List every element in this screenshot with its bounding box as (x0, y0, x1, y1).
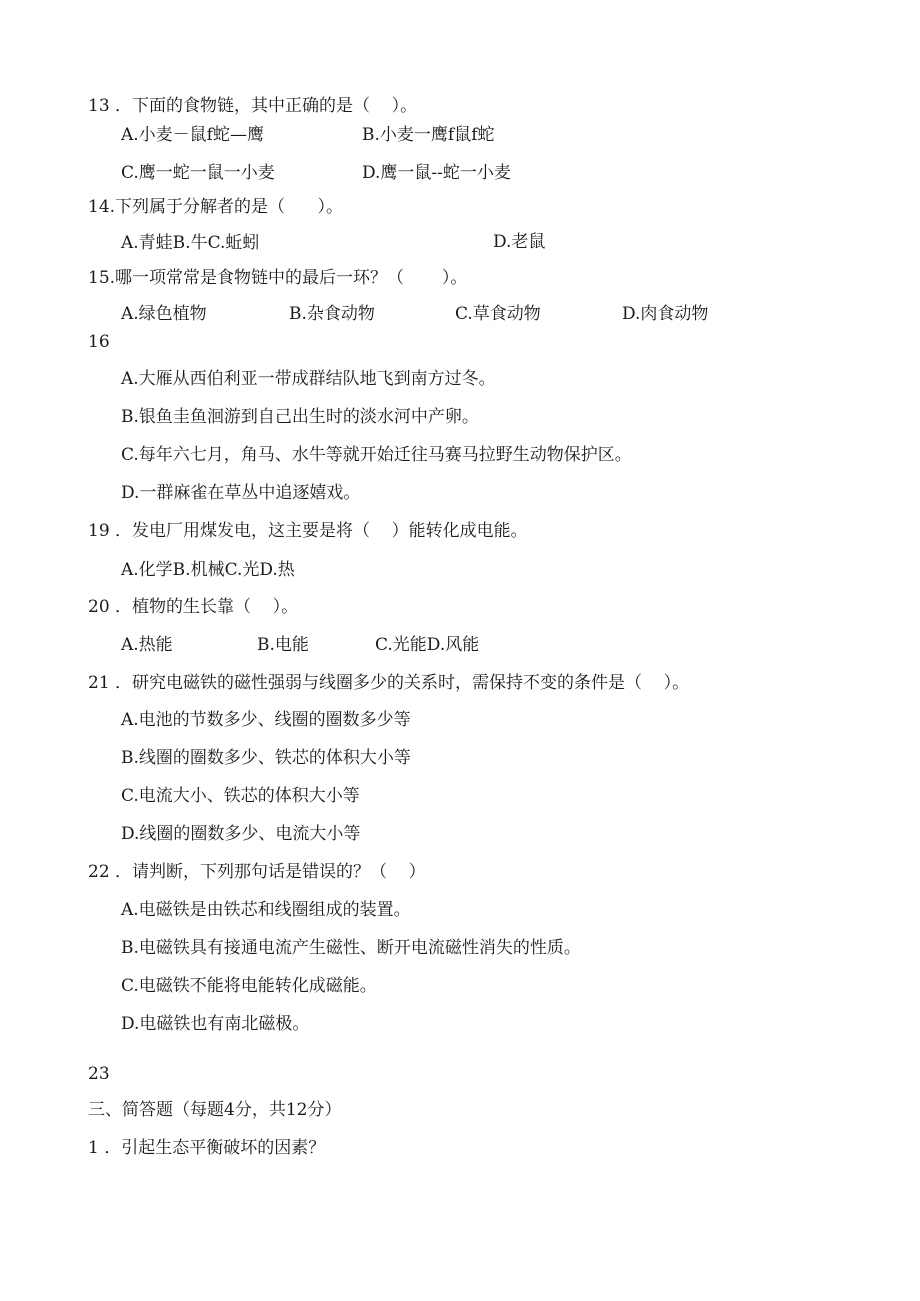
question-21-option-c: C.电流大小、铁芯的体积大小等 (121, 786, 360, 806)
question-13-option-c: C.鹰一蛇一鼠一小麦 (121, 163, 275, 183)
question-16-stem: 16 (88, 332, 110, 352)
question-16-option-b: B.银鱼圭鱼洄游到自己出生时的淡水河中产卵。 (121, 407, 479, 427)
question-15-stem: 15.哪一项常常是食物链中的最后一环？（ ）。 (88, 268, 468, 288)
question-13-option-d: D.鹰一鼠--蛇一小麦 (362, 163, 511, 183)
question-19-stem: 19 ．发电厂用煤发电，这主要是将（ ）能转化成电能。 (88, 521, 528, 541)
question-14-option-d: D.老鼠 (493, 232, 546, 252)
question-15-option-d: D.肉食动物 (622, 304, 709, 324)
question-13-option-b: B.小麦一鹰f鼠f蛇 (362, 125, 495, 145)
question-21-option-b: B.线圈的圈数多少、铁芯的体积大小等 (121, 748, 411, 768)
question-15-option-b: B.杂食动物 (289, 304, 375, 324)
question-21-option-a: A.电池的节数多少、线圈的圈数多少等 (121, 710, 411, 730)
question-19-options: A.化学B.机械C.光D.热 (121, 560, 295, 580)
section-3-question-1: 1 ．引起生态平衡破坏的因素？ (88, 1138, 326, 1158)
question-21-option-d: D.线圈的圈数多少、电流大小等 (121, 824, 361, 844)
question-23-stem: 23 (88, 1064, 110, 1084)
question-13-stem: 13 ．下面的食物链，其中正确的是（ ）。 (88, 96, 418, 116)
question-14-stem: 14.下列属于分解者的是（ ）。 (88, 197, 343, 217)
question-15-option-a: A.绿色植物 (121, 304, 207, 324)
question-22-option-d: D.电磁铁也有南北磁极。 (121, 1014, 310, 1034)
section-3-heading: 三、简答题（每题4分，共12分） (88, 1100, 342, 1120)
question-20-options-cd: C.光能D.风能 (375, 635, 480, 655)
question-22-option-a: A.电磁铁是由铁芯和线圈组成的装置。 (121, 900, 411, 920)
question-20-option-b: B.电能 (257, 635, 309, 655)
question-13-option-a: A.小麦－鼠f蛇—鹰 (121, 125, 264, 145)
question-14-options-abc: A.青蛙B.牛C.蚯蚓 (121, 233, 260, 253)
question-22-option-c: C.电磁铁不能将电能转化成磁能。 (121, 976, 377, 996)
question-20-stem: 20 ．植物的生长靠（ ）。 (88, 597, 299, 617)
question-16-option-d: D.一群麻雀在草丛中追逐嬉戏。 (121, 483, 361, 503)
question-22-option-b: B.电磁铁具有接通电流产生磁性、断开电流磁性消失的性质。 (121, 938, 581, 958)
question-16-option-a: A.大雁从西伯利亚一带成群结队地飞到南方过冬。 (121, 369, 496, 389)
question-20-option-a: A.热能 (121, 635, 173, 655)
question-22-stem: 22 ．请判断，下列那句话是错误的？（ ） (88, 862, 426, 882)
question-21-stem: 21 ．研究电磁铁的磁性强弱与线圈多少的关系时，需保持不变的条件是（ ）。 (88, 673, 690, 693)
question-16-option-c: C.每年六七月，角马、水牛等就开始迁往马赛马拉野生动物保护区。 (121, 445, 632, 465)
question-15-option-c: C.草食动物 (455, 304, 541, 324)
